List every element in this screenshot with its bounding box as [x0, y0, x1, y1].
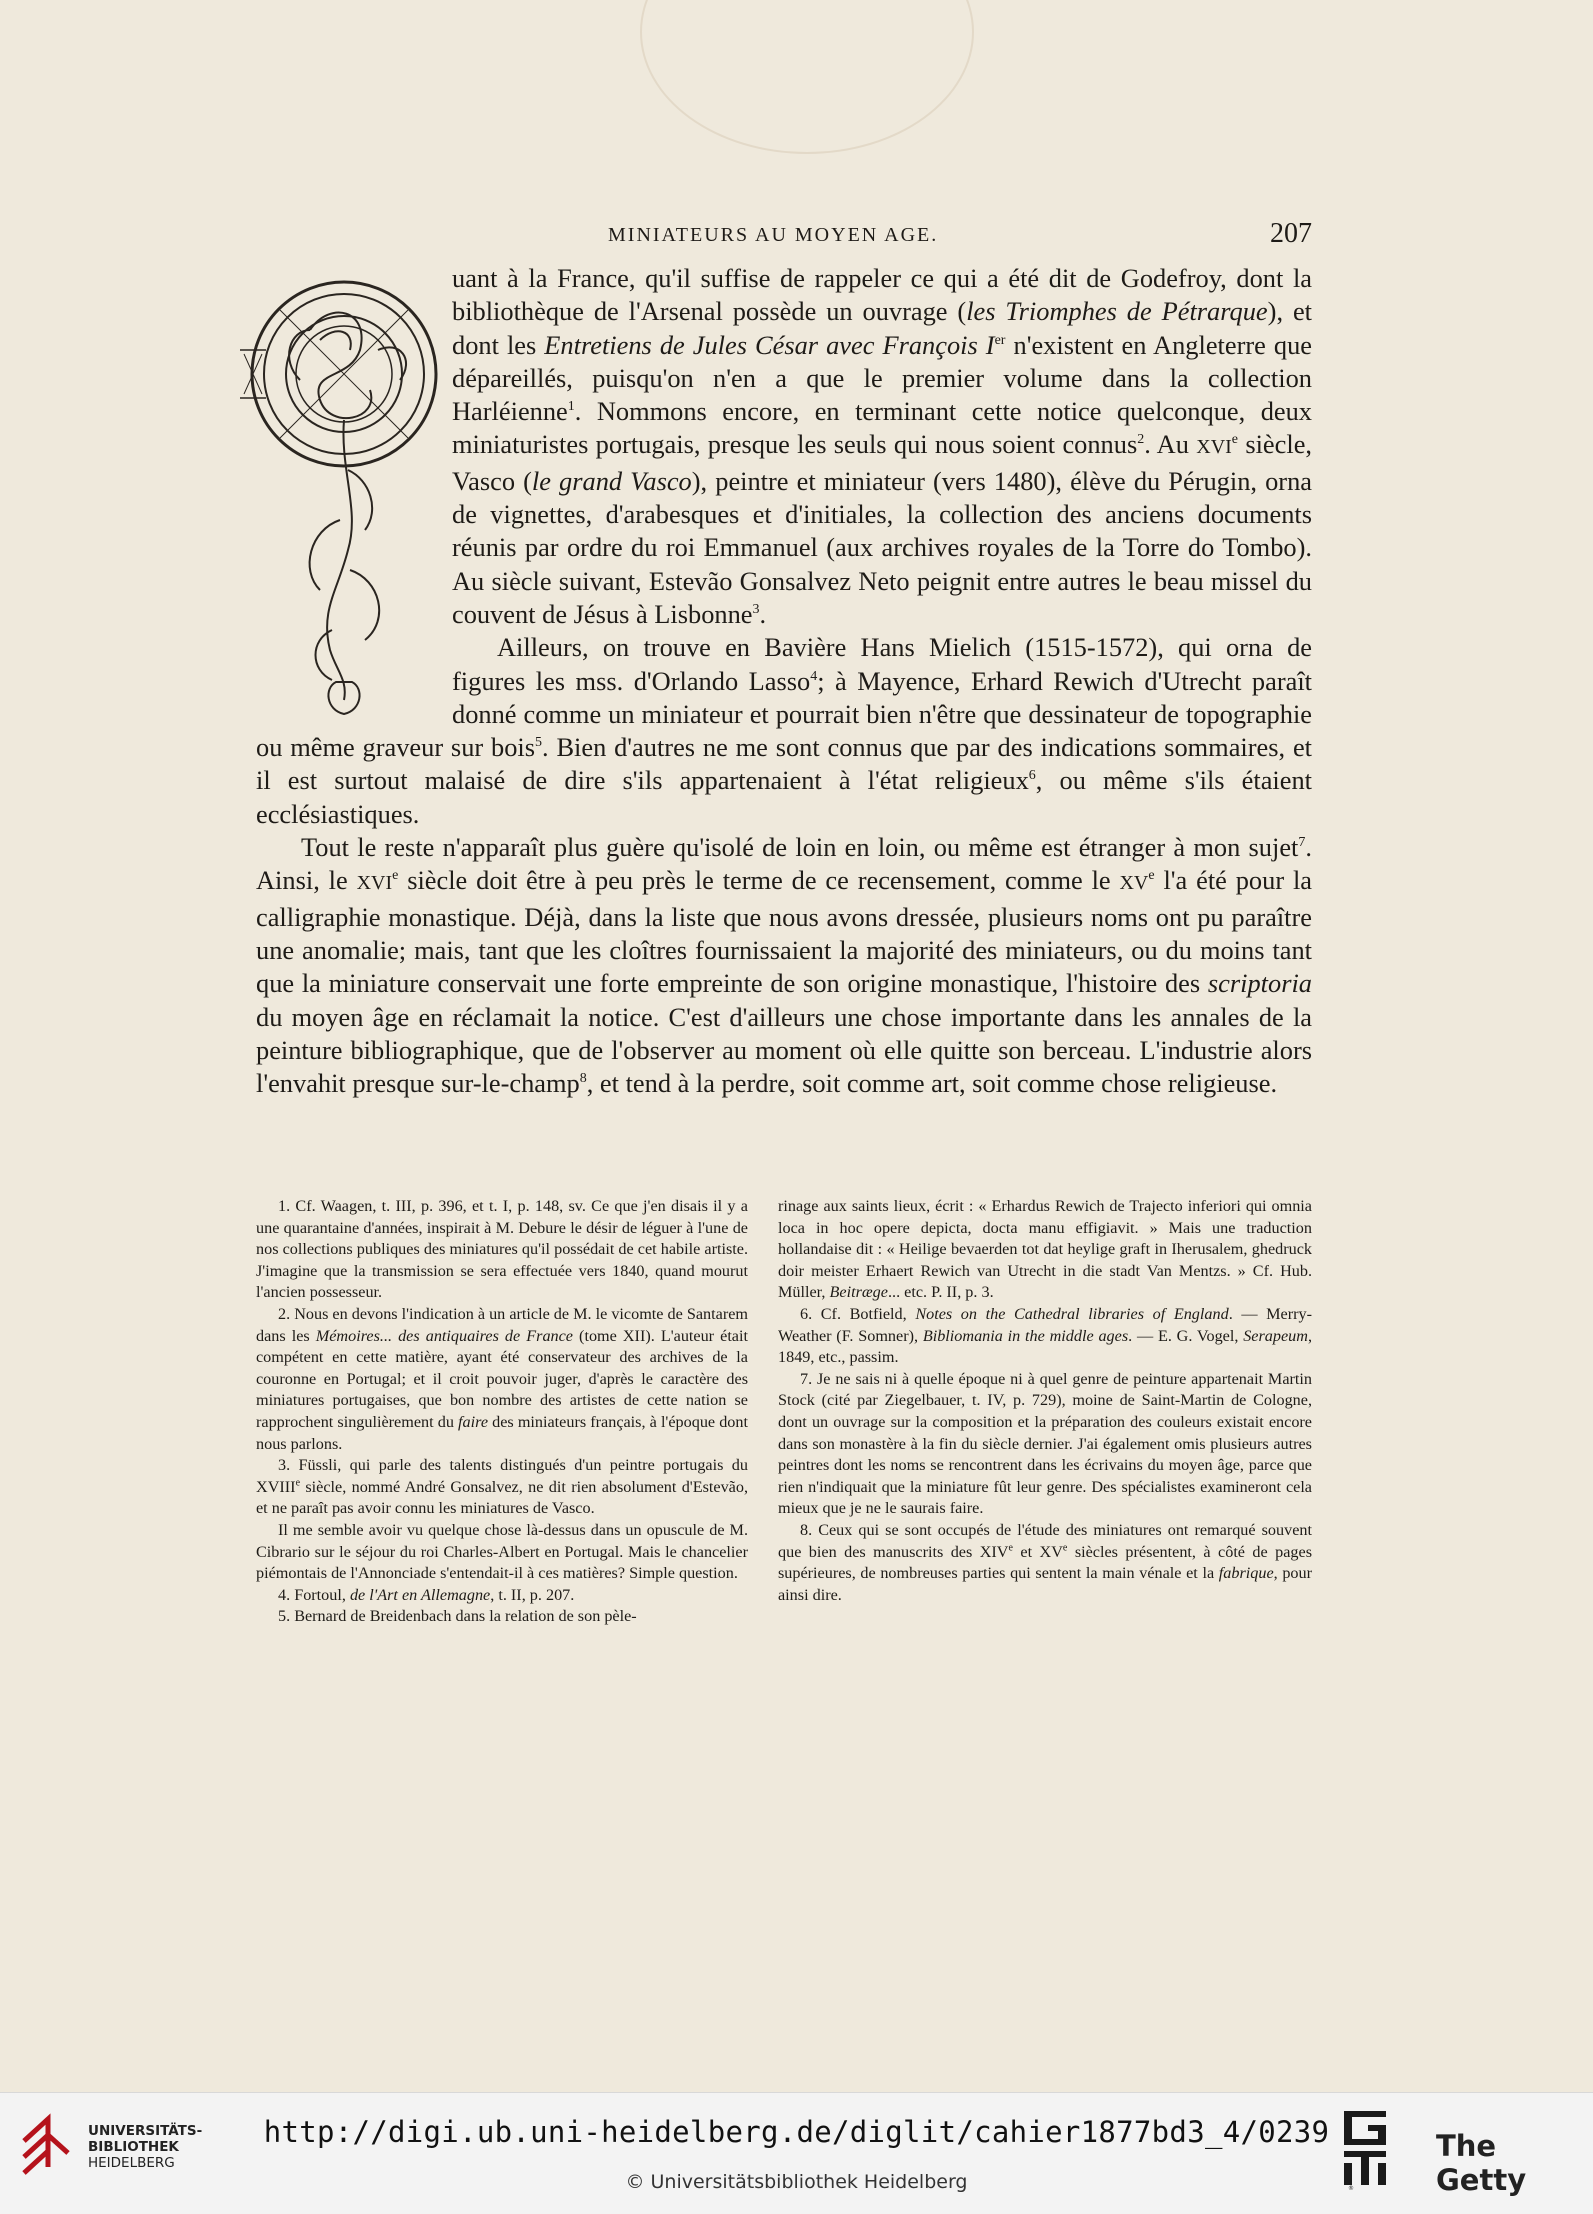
- footnote-ref-3: 3: [752, 602, 760, 618]
- coffee-stain-mark: [640, 0, 974, 154]
- footnote-2: 2. Nous en devons l'indication à un article de M. le vicomte de Santarem dans les Mémoires... des antiquaires de France (tome XII). L'auteur était compétent en cette matière, ayant été conservateur des archives de la couronne en Portugal; et il croit pouvoir juger, d'après le caractère des miniatures portugaises, que bon nombre des artistes de cette nation se rapprochent singulièrement du faire des miniateurs français, à l'époque dont nous parlons.: [256, 1304, 748, 1453]
- footnote-8: 8. Ceux qui se sont occupés de l'étude des miniatures ont remarqué souvent que bien des manuscrits des XIVe et XVe siècles présentent, à côté de pages supérieures, de nombreuses parties qui sentent la main vénale et la fabrique, pour ainsi dire.: [778, 1520, 1313, 1604]
- footnote-ref-1: 1: [567, 399, 575, 415]
- footnote-7: 7. Je ne sais ni à quelle époque ni à quel genre de peinture appartenait Martin Stock (cité par Ziegelbauer, t. IV, p. 729), moine de Saint-Martin de Cologne, dont un ouvrage sur la composition et la préparation des couleurs existait encore dans son monastère à la fin du siècle dernier. J'ai également omis plusieurs autres peintres dont les noms se rencontrent dans les écrivains du moyen âge, parce que rien n'indiquait que la miniature fût leur genre. Des spécialistes examineront cela mieux que je ne le saurais faire.: [778, 1369, 1312, 1518]
- page-number: 207: [1270, 218, 1312, 249]
- paragraph-2: Ailleurs, on trouve en Bavière Hans Mielich (1515-1572), qui orna de figures les mss. d'Orlando Lasso$^4$; à Mayence, Erhard Rewich d'Utrecht paraît donné comme un miniateur et pourrait bien n'être que dessinateur de topographie ou même graveur sur bois$^5$. Bien d'autres ne me sont connus que par des indications sommaires, et il est surtout malaisé de dire s'ils appartenaient à l'état religieux$^6$, ou même s'ils étaient ecclésiastiques.: [256, 632, 1313, 829]
- footnote-ref-5: 5: [535, 735, 543, 751]
- paragraph-1: uant à la France, qu'il suffise de rappeler ce qui a été dit de Godefroy, dont la bibliothèque de l'Arsenal possède un ouvrage (les Triomphes de Pétrarque), et dont les Entretiens de Jules César avec François Ier n'existent en Angleterre que dépareillés, puisqu'on n'en a que le premier volume dans la collection Harléienne$^1$. Nommons encore, en terminant cette notice quelconque, deux miniaturistes portugais, presque les seuls qui nous soient connus$^2$. Au XVIe siècle, Vasco (le grand Vasco), peintre et miniateur (vers 1480), élève du Pérugin, orna de vignettes, d'arabesques et d'initiales, la collection des anciens documents réunis par ordre du roi Emmanuel (aux archives royales de la Torre do Tombo). Au siècle suivant, Estevão Gonsalvez Neto peignit entre autres le beau missel du couvent de Jésus à Lisbonne$^3$.: [452, 263, 1313, 629]
- footnote-ref-8: 8: [579, 1071, 587, 1087]
- copyright-notice: © Universitätsbibliothek Heidelberg: [625, 2171, 968, 2193]
- footnotes-left-column: [256, 1196, 748, 1628]
- initial-float-space: [256, 262, 452, 700]
- footnotes-right-column: [778, 1196, 1312, 1606]
- footnote-ref-7: 7: [1298, 835, 1306, 851]
- running-title: MINIATEURS AU MOYEN AGE.: [608, 224, 939, 246]
- getty-name: The Getty: [1436, 2129, 1527, 2197]
- footnote-5-continued: rinage aux saints lieux, écrit : « Erhardus Rewich de Trajecto inferiori qui omnia loca in hoc opere depicta, docta manu effigiavit. » Mais une traduction hollandaise dit : « Heilige bevaerden tot dat heylige graft in Iherusalem, ghedruck doir meister Erhaert Rewich van Utrecht in die stadt Van Mentzs. » Cf. Hub. Müller, Beitræge... etc. P. II, p. 3.: [778, 1197, 1312, 1302]
- footnote-ref-4: 4: [810, 668, 818, 684]
- permalink-url[interactable]: http://digi.ub.uni-heidelberg.de/diglit/cahier1877bd3_4/0239: [263, 2115, 1330, 2149]
- footnote-6: 6. Cf. Botfield, Notes on the Cathedral libraries of England. — Merry-Weather (F. Somner), Bibliomania in the middle ages. — E. G. Vogel, Serapeum, 1849, etc., passim.: [778, 1304, 1312, 1367]
- footnote-ref-6: 6: [1028, 768, 1036, 784]
- running-head: [256, 218, 1312, 258]
- main-text: [256, 262, 1312, 1100]
- footnote-1: 1. Cf. Waagen, t. III, p. 396, et t. I, p. 148, sv. Ce que j'en disais il y a une quarantaine d'années, inspirait à M. Debure le désir de léguer à l'une de nos collections publiques des miniatures qu'il possédait de cet habile artiste. J'imagine que la transmission se sera effectuée vers 1840, quand mourut l'ancien possesseur.: [256, 1197, 748, 1302]
- library-name: UNIVERSITÄTS- BIBLIOTHEK HEIDELBERG: [88, 2123, 203, 2171]
- footnote-3: 3. Füssli, qui parle des talents distingués d'un peintre portugais du XVIIIe siècle, nommé André Gonsalvez, ne dit rien absolument d'Estevão, et ne paraît pas avoir connu les miniatures de Vasco.: [256, 1456, 748, 1518]
- paragraph-3: Tout le reste n'apparaît plus guère qu'isolé de loin en loin, ou même est étranger à mon sujet$^7$. Ainsi, le XVIe siècle doit être à peu près le terme de ce recensement, comme le XVe l'a été pour la calligraphie monastique. Déjà, dans la liste que nous avons dressée, plusieurs noms ont pu paraître une anomalie; mais, tant que les cloîtres fournissaient la majorité des miniateurs, ou du moins tant que la miniature conservait une forte empreinte de son origine monastique, l'histoire des scriptoria du moyen âge en réclamait la notice. C'est d'ailleurs une chose importante dans les annales de la peinture bibliographique, que de l'observer au moment où elle quitte son berceau. L'industrie alors l'envahit presque sur-le-champ$^8$, et tend à la perdre, soit comme art, soit comme chose religieuse.: [256, 832, 1313, 1099]
- footnote-3-continued: Il me semble avoir vu quelque chose là-dessus dans un opuscule de M. Cibrario sur le séjour du roi Charles-Albert en Portugal. Mais le chancelier piémontais de l'Annonciade s'entendait-il à ces matières? Simple question.: [256, 1520, 748, 1583]
- footnote-ref-2: 2: [1137, 432, 1145, 448]
- footnote-4: 4. Fortoul, de l'Art en Allemagne, t. II, p. 207.: [278, 1585, 575, 1604]
- svg-text:®: ®: [1348, 2185, 1354, 2191]
- footer-bar: [0, 2092, 1593, 2214]
- footnote-5: 5. Bernard de Breidenbach dans la relation de son pèle-: [278, 1607, 637, 1626]
- getty-logo-icon: [1344, 2111, 1386, 2191]
